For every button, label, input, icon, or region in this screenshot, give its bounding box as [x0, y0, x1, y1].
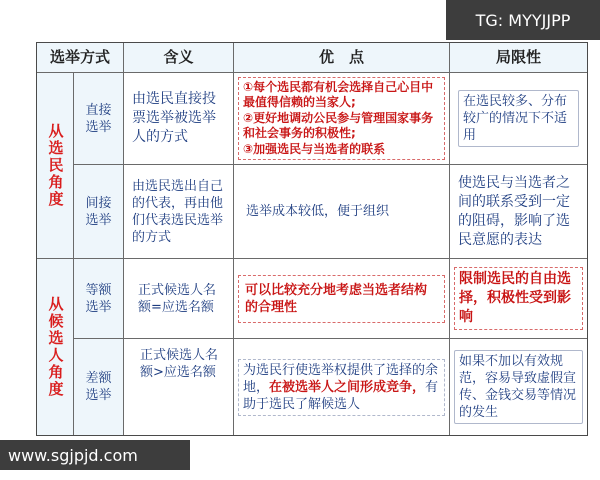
- limits-indirect: 使选民与当选者之间的联系受到一定的阻碍，影响了选民意愿的表达: [450, 165, 587, 259]
- advantages-indirect: 选举成本较低，便于组织: [234, 165, 450, 259]
- header-method: 选举方式: [37, 43, 124, 73]
- header-meaning: 含义: [124, 43, 234, 73]
- site-watermark: www.sgjpjd.com: [0, 440, 190, 470]
- type-equal-election: 等额选举: [74, 259, 124, 339]
- limits-competitive: 如果不加以有效规范，容易导致虚假宣传、金钱交易等情况的发生: [450, 339, 587, 435]
- advantages-equal: 可以比较充分地考虑当选者结构的合理性: [234, 259, 450, 339]
- limits-direct: 在选民较多、分布较广的情况下不适用: [450, 73, 587, 165]
- limits-equal: 限制选民的自由选择，积极性受到影响: [450, 259, 587, 339]
- advantages-competitive: 为选民行使选举权提供了选择的余地，在被选举人之间形成竞争，有助于选民了解候选人: [234, 339, 450, 435]
- header-limits: 局限性: [450, 43, 587, 73]
- advantages-direct: [234, 73, 450, 165]
- advantages-direct-list: ①每个选民都有机会选择自己心目中最值得信赖的当家人; ②更好地调动公民参与管理国家事务和社会事务的积极性; ③加强选民与当选者的联系: [238, 77, 445, 161]
- header-advantages: 优 点: [234, 43, 450, 73]
- type-indirect-election: 间接选举: [74, 165, 124, 259]
- telegram-watermark: TG: MYYJJPP: [446, 0, 600, 40]
- meaning-competitive: 正式候选人名额>应选名额: [124, 339, 234, 435]
- meaning-indirect: 由选民选出自己的代表，再由他们代表选民选举的方式: [124, 165, 234, 259]
- type-competitive-election: 差额选举: [74, 339, 124, 435]
- category-candidate-perspective: 从候选人角度: [37, 259, 74, 435]
- election-methods-table: [36, 42, 588, 436]
- meaning-direct: 由选民直接投票选举被选举人的方式: [124, 73, 234, 165]
- type-direct-election: 直接选举: [74, 73, 124, 165]
- category-voter-perspective: 从选民角度: [37, 73, 74, 259]
- meaning-equal: 正式候选人名额=应选名额: [124, 259, 234, 339]
